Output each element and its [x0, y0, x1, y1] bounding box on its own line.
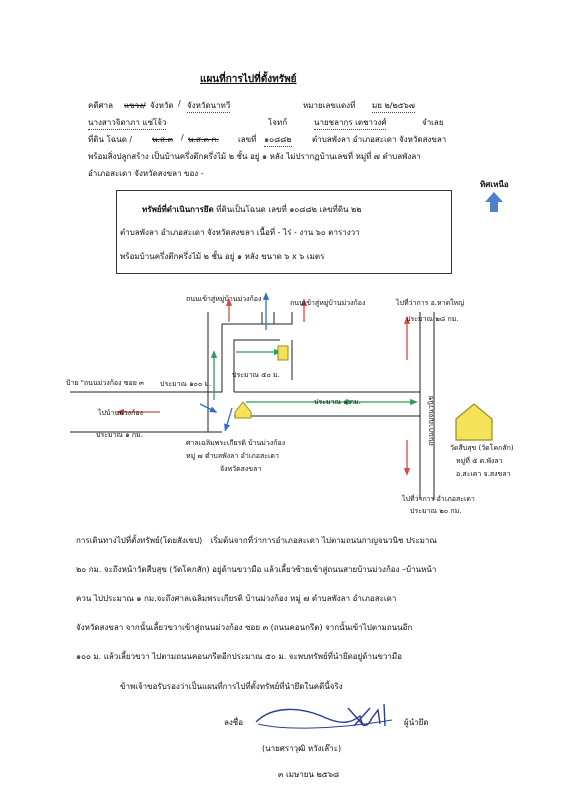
plaintiff-name: นางสาวจิดาภา แซ่โจ้ว	[88, 116, 166, 130]
temple-line-1: วัดสืบสุข (วัดโคกสัก)	[450, 444, 514, 452]
north-label: ทิศเหนือ	[480, 180, 509, 189]
blue-arrows	[200, 296, 266, 428]
house-icon	[278, 346, 288, 360]
sala-line-1: ศาลเฉลิมพระเกียรติ บ้านม่วงก้อง	[186, 439, 286, 447]
signer-role: ผู้นำยึด	[404, 718, 429, 727]
page-title: แผนที่การไปที่ตั้งทรัพย์	[200, 74, 297, 85]
court-province-prefix: จังหวัด	[150, 101, 174, 110]
road-to-muang-label-1: ถนนเข้าสู่หมู่บ้านม่วงก้อง	[186, 295, 262, 303]
defendant-name: นายชลากร เตชาวงศ์	[314, 116, 386, 130]
case-no: มย ๒/๒๕๖๗	[372, 99, 415, 113]
case-no-label: หมายเลขแดงที่	[303, 101, 356, 110]
seized-line-3: พร้อมบ้านครึ่งตึกครึ่งไม้ ๒ ชั้น อยู่ ๑ หลัง ขนาด ๖ x ๖ เมตร	[120, 252, 325, 261]
directions-line-3: ควน ไปประมาณ ๑ กม.จะถึงศาลเฉลิมพระเกียรติ บ้านม่วงก้อง หมู่ ๗ ตำบลพังลา อำเภอสะเดา	[76, 594, 397, 603]
to-muang-label: ไปบ้านม่วงก้อง	[98, 409, 143, 417]
directions-line-2: ๒๐ กม. จะถึงหน้าวัดสืบสุข (วัดโคกสัก) อยู่ด้านขวามือ แล้วเลี้ยวซ้ายเข้าสู่ถนนสายบ้านม่วงก้อง –บ้านหน้า	[76, 565, 437, 574]
land-no-label: เลขที่	[238, 135, 257, 144]
land-no: ๑๐๘๘๒	[264, 133, 292, 147]
certification: ข้าพเจ้าขอรับรองว่าเป็นแผนที่การไปที่ตั้งทรัพย์ที่นำยึดในคดีนี้จริง	[120, 682, 343, 691]
sadao-distance: ประมาณ ๒๐ กม.	[410, 507, 462, 515]
kanchanavanich-road-label: ถนนกาญจนวนิช	[427, 395, 435, 446]
distance-1km: ประมาณ ๑ กม.	[314, 398, 361, 406]
document-date: ๓ เมษายน ๒๕๖๘	[278, 770, 340, 779]
directions-line-4: จังหวัดสงขลา จากนั้นเลี้ยวขวาเข้าสู่ถนนม่วงก้อง ซอย ๓ (ถนนคอนกรีต) จากนั้นเข้าไปตามถนนอีก	[76, 623, 413, 632]
arrow-sala	[226, 408, 232, 428]
court-label: คดีศาล	[88, 101, 114, 110]
to-sadao-label: ไปที่ว่าการ อำเภอสะเดา	[402, 495, 475, 503]
sign-label: ป้าย "ถนนม่วงก้อง ซอย ๓	[66, 379, 144, 387]
court-slash: /	[178, 99, 181, 108]
land-label: ที่ดิน โฉนด /	[88, 135, 133, 144]
signature-icon	[252, 700, 402, 736]
temple-line-2: หมู่ที่ ๕ ต.พังลา	[456, 457, 503, 465]
distance-50m: ประมาณ ๕๐ ม.	[232, 371, 280, 379]
to-hatyai-label: ไปที่ว่าการ อ.หาดใหญ่	[396, 299, 465, 307]
directions-line-1	[76, 534, 437, 547]
sala-line-2: หมู่ ๗ ตำบลพังลา อำเภอสะเดา	[186, 452, 279, 460]
sala-line-3: จังหวัดสงขลา	[220, 465, 262, 473]
plaintiff-label: โจทก์	[268, 118, 288, 127]
sign-label: ลงชื่อ	[224, 718, 244, 727]
north-arrow-icon	[485, 192, 503, 212]
seized-line-2: ตำบลพังลา อำเภอสะเดา จังหวัดสงขลา เนื้อที่ - ไร่ - งาน ๖๐ ตารางวา	[120, 228, 360, 237]
arrow-sign	[200, 404, 214, 411]
sala-house-icon	[235, 402, 251, 418]
land-struck-2: น.ส.๓ ก.	[188, 135, 219, 144]
seized-heading: ทรัพย์ที่ดำเนินการยึด	[142, 205, 214, 214]
court-province: จังหวัดนาทวี	[187, 99, 230, 113]
distance-100m: ประมาณ ๑๐๐ ม.	[160, 380, 212, 388]
temple-line-3: อ.สะเดา จ.สงขลา	[456, 470, 511, 478]
road-line	[222, 312, 292, 324]
directions-lead: การเดินทางไปที่ตั้งทรัพย์(โดยสังเขป)	[76, 536, 203, 545]
seized-line-1-rest: ที่ดินเป็นโฉนด เลขที่ ๑๐๘๘๒ เลขที่ดิน ๒๒	[216, 205, 362, 214]
court-struck: แขวง/	[124, 101, 146, 110]
directions-line-1-text: เริ่มต้นจากที่ว่าการอำเภอสะเดา ไปตามถนนกาญจนวนิช ประมาณ	[210, 536, 437, 545]
road-to-muang-label-2: ถนนเข้าสู่หมู่บ้านม่วงก้อง	[290, 299, 366, 307]
directions-line-5: ๑๐๐ ม. แล้วเลี้ยวขวา ไปตามถนนคอนกรีตอีกประมาณ ๕๐ ม. จะพบทรัพย์ที่นำยึดอยู่ด้านขวามือ	[76, 652, 402, 661]
road-line	[234, 340, 280, 392]
muang-distance: ประมาณ ๑ กม.	[96, 431, 143, 439]
document-page: แผนที่การไปที่ตั้งทรัพย์ คดีศาล แขวง/ จังหวัด / จังหวัดนาทวี หมายเลขแดงที่ มย ๒/๒๕๖๗ นางสาวจิดาภา แซ่โจ้ว โจทก์ นายชลากร เตชาวงศ์ จำเลย ที่ดิน โฉนด / น.ส.๓ / น.ส.๓ ก. เลขที่ ๑๐๘๘๒ ตำบลพังลา อำเภอสะเดา จังหวัดสงขลา พร้อมสิ่งปลูกสร้าง เป็นบ้านครึ่งตึกครึ่งไม้ ๒ ชั้น อยู่ ๑ หลัง ไม่ปรากฏบ้านเลขที่ หมู่ที่ ๗ ตำบลพังลา อำเภอสะเดา จังหวัดสงขลา ของ - ทิศเหนือ ทรัพย์ที่ดำเนินการยึด ที่ดินเป็นโฉนด เลขที่ ๑๐๘๘๒ เลขที่ดิน ๒๒ ตำบลพังลา อำเภอสะเดา จังหวัดสงขลา เนื้อที่ - ไร่ - งาน ๖๐ ตารางวา พร้อมบ้านครึ่งตึกครึ่งไม้ ๒ ชั้น อยู่ ๑ หลัง ขนาด ๖ x ๖ เมตร ถนนเข้าสู่หมู่บ้านม่วงก้อง ถนนเข้าสู่หมู่บ้านม่วงก้อง ไปที่ว่าการ อ.หาดใหญ่ ประมาณ ๒๘ กม. ประมาณ ๑๐๐ ม. ประมาณ ๕๐ ม. ประมาณ ๑ กม. ป้าย "ถนนม่วงก้อง ซอย ๓ ไปบ้านม่วงก้อง ประมาณ ๑ กม. ถนนกาญจนวนิช ศาลเฉลิมพระเกียรติ บ้านม่วงก้อง หมู่ ๗ ตำบลพังลา อำเภอสะเดา จังหวัดสงขลา วัดสืบสุข (วัดโคกสัก) หมู่ที่ ๕ ต.พังลา อ.สะเดา จ.สงขลา ไปที่ว่าการ อำเภอสะเดา ประมาณ ๒๐ กม. การเดินทางไปที่ตั้งทรัพย์(โดยสังเขป) เริ่มต้นจากที่ว่าการอำเภอสะเดา ไปตามถนนกาญจนวนิช ประมาณ ๒๐ กม. จะถึงหน้าวัดสืบสุข (วัดโคกสัก) อยู่ด้านขวามือ แล้วเลี้ยวซ้ายเข้าสู่ถนนสายบ้านม่วงก้อง –บ้านหน้า ควน ไปประมาณ ๑ กม.จะถึงศาลเฉลิมพระเกียรติ บ้านม่วงก้อง หมู่ ๗ ตำบลพังลา อำเภอสะเดา จังหวัดสงขลา จากนั้นเลี้ยวขวาเข้าสู่ถนนม่วงก้อง ซอย ๓ (ถนนคอนกรีต) จากนั้นเข้าไปตามถนนอีก ๑๐๐ ม. แล้วเลี้ยวขวา ไปตามถนนคอนกรีตอีกประมาณ ๕๐ ม. จะพบทรัพย์ที่นำยึดอยู่ด้านขวามือ ข้าพเจ้าขอรับรองว่าเป็นแผนที่การไปที่ตั้งทรัพย์ที่นำยึดในคดีนี้จริง ลงชื่อ ผู้นำยึด (นายศราวุฒิ หวังเล๊าะ) ๓ เมษายน ๒๕๖๘	[0, 0, 566, 800]
land-struck-1: น.ส.๓	[152, 135, 173, 144]
temple-icon	[456, 404, 492, 440]
owner-line: อำเภอสะเดา จังหวัดสงขลา ของ -	[88, 169, 204, 178]
land-location: ตำบลพังลา อำเภอสะเดา จังหวัดสงขลา	[312, 135, 447, 144]
property-line: พร้อมสิ่งปลูกสร้าง เป็นบ้านครึ่งตึกครึ่งไม้ ๒ ชั้น อยู่ ๑ หลัง ไม่ปรากฏบ้านเลขที่ หมู่ที่ ๗ ตำบลพังลา	[88, 152, 421, 161]
defendant-label: จำเลย	[422, 118, 444, 127]
hatyai-distance: ประมาณ ๒๘ กม.	[406, 315, 459, 323]
signer-name: (นายศราวุฒิ หวังเล๊าะ)	[262, 744, 342, 753]
